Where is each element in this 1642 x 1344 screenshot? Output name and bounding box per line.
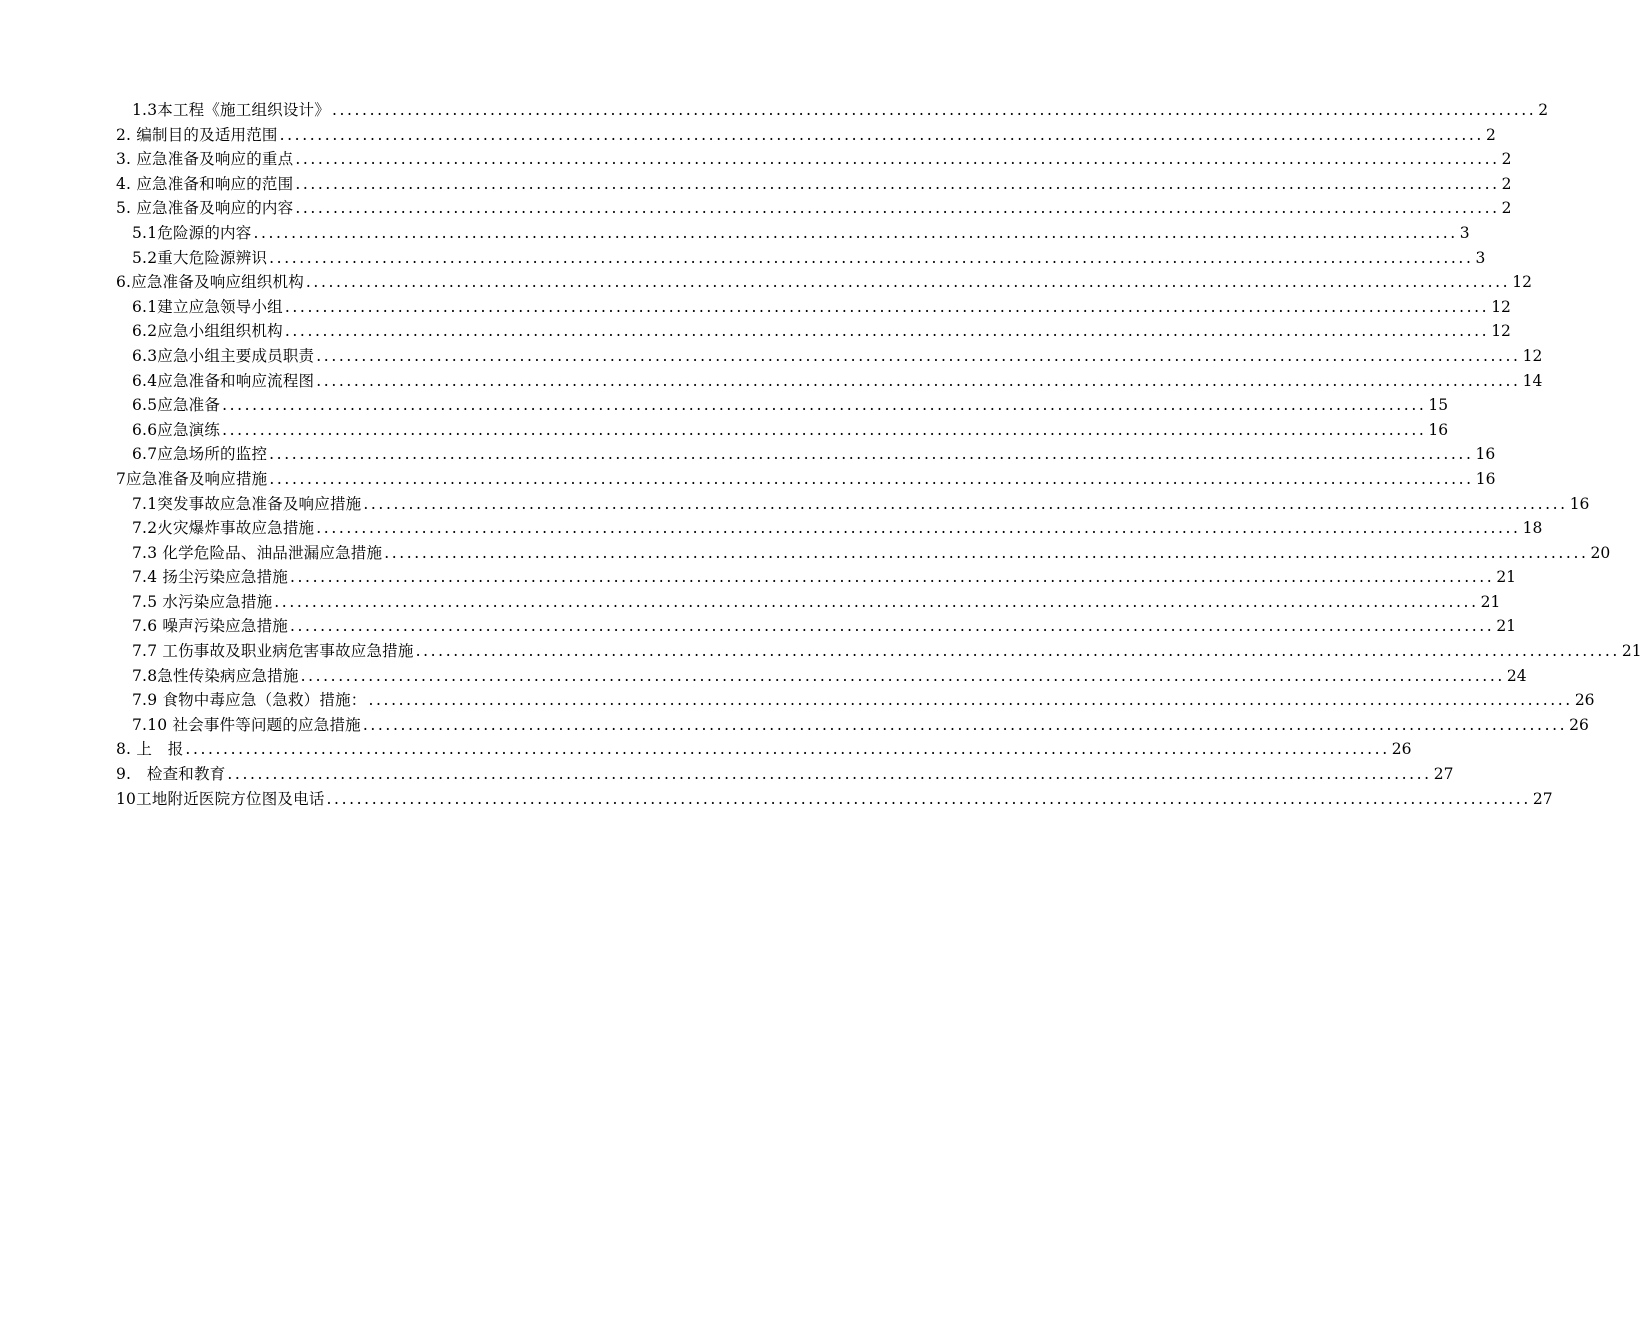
toc-entry[interactable] bbox=[116, 418, 1449, 443]
toc-entry[interactable] bbox=[116, 762, 1454, 787]
toc-entry-page-number: 12 bbox=[1512, 273, 1532, 292]
toc-entry-page-number: 12 bbox=[1491, 297, 1511, 316]
toc-entry[interactable] bbox=[116, 295, 1511, 320]
toc-dot-leader: ................................................................................................................................................................ bbox=[326, 789, 1531, 808]
toc-entry-page-number: 18 bbox=[1522, 519, 1543, 538]
toc-entry-page-number: 21 bbox=[1480, 592, 1501, 611]
toc-dot-leader: ................................................................................................................................................................ bbox=[316, 346, 1521, 365]
toc-dot-leader: ................................................................................................................................................................ bbox=[227, 765, 1432, 784]
toc-entry[interactable] bbox=[116, 344, 1543, 369]
toc-entry-title: 7.6 噪声污染应急措施 bbox=[132, 617, 288, 636]
toc-dot-leader: ................................................................................................................................................................ bbox=[300, 666, 1505, 685]
toc-entry[interactable] bbox=[116, 713, 1589, 738]
toc-entry-title: 6.5应急准备 bbox=[132, 396, 221, 415]
toc-entry[interactable] bbox=[116, 737, 1412, 762]
toc-entry-title: 6.应急准备及响应组织机构 bbox=[116, 273, 304, 292]
toc-dot-leader: ................................................................................................................................................................ bbox=[289, 617, 1495, 636]
toc-entry[interactable] bbox=[116, 369, 1543, 394]
toc-entry-page-number: 2 bbox=[1501, 150, 1512, 169]
toc-entry-title: 6.1建立应急领导小组 bbox=[132, 297, 283, 316]
toc-dot-leader: ................................................................................................................................................................ bbox=[222, 420, 1427, 439]
toc-entry-page-number: 12 bbox=[1522, 346, 1543, 365]
toc-entry-title: 7.2火灾爆炸事故应急措施 bbox=[132, 519, 315, 538]
toc-entry-title: 7.1突发事故应急准备及响应措施 bbox=[132, 494, 362, 513]
toc-entry[interactable] bbox=[116, 688, 1595, 713]
toc-dot-leader: ................................................................................................................................................................ bbox=[274, 592, 1479, 611]
toc-entry[interactable] bbox=[116, 639, 1642, 664]
toc-dot-leader: ................................................................................................................................................................ bbox=[316, 519, 1521, 538]
toc-entry-title: 6.2应急小组组织机构 bbox=[132, 322, 283, 341]
toc-entry-title: 5.2重大危险源辨识 bbox=[132, 248, 268, 267]
toc-entry[interactable] bbox=[116, 221, 1470, 246]
toc-entry-page-number: 16 bbox=[1428, 420, 1449, 439]
toc-entry-title: 6.4应急准备和响应流程图 bbox=[132, 371, 315, 390]
toc-entry-page-number: 27 bbox=[1433, 765, 1454, 784]
toc-dot-leader: ................................................................................................................................................................ bbox=[284, 322, 1490, 341]
toc-dot-leader: ................................................................................................................................................................ bbox=[384, 543, 1589, 562]
toc-entry-page-number: 26 bbox=[1574, 691, 1595, 710]
toc-entry-title: 7应急准备及响应措施 bbox=[116, 469, 268, 488]
toc-entry-title: 10工地附近医院方位图及电话 bbox=[116, 789, 325, 808]
toc-entry-page-number: 16 bbox=[1475, 445, 1496, 464]
toc-entry[interactable] bbox=[116, 246, 1486, 271]
toc-dot-leader: ................................................................................................................................................................ bbox=[269, 248, 1474, 267]
toc-entry-page-number: 21 bbox=[1496, 568, 1517, 587]
toc-dot-leader: ................................................................................................................................................................ bbox=[415, 642, 1620, 661]
toc-dot-leader: ................................................................................................................................................................ bbox=[253, 223, 1458, 242]
toc-entry[interactable] bbox=[116, 196, 1512, 221]
toc-entry-title: 8. 上 报 bbox=[116, 740, 184, 759]
toc-entry-title: 7.3 化学危险品、油品泄漏应急措施 bbox=[132, 543, 383, 562]
toc-entry[interactable] bbox=[116, 98, 1549, 123]
toc-dot-leader: ................................................................................................................................................................ bbox=[295, 174, 1500, 193]
toc-entry[interactable] bbox=[116, 541, 1611, 566]
toc-dot-leader: ................................................................................................................................................................ bbox=[289, 568, 1495, 587]
toc-entry-title: 5.1危险源的内容 bbox=[132, 223, 252, 242]
toc-entry[interactable] bbox=[116, 442, 1496, 467]
toc-entry[interactable] bbox=[116, 614, 1517, 639]
toc-entry-page-number: 2 bbox=[1485, 125, 1496, 144]
toc-entry-page-number: 2 bbox=[1501, 199, 1512, 218]
toc-entry[interactable] bbox=[116, 664, 1527, 689]
toc-entry-page-number: 2 bbox=[1501, 174, 1512, 193]
toc-entry-page-number: 16 bbox=[1569, 494, 1590, 513]
toc-entry-page-number: 16 bbox=[1475, 469, 1496, 488]
toc-entry-title: 7.7 工伤事故及职业病危害事故应急措施 bbox=[132, 642, 414, 661]
toc-dot-leader: ................................................................................................................................................................ bbox=[269, 469, 1474, 488]
table-of-contents bbox=[116, 98, 1642, 811]
toc-entry-page-number: 12 bbox=[1491, 322, 1511, 341]
toc-entry-title: 2. 编制目的及适用范围 bbox=[116, 125, 278, 144]
toc-dot-leader: ................................................................................................................................................................ bbox=[316, 371, 1521, 390]
toc-entry-page-number: 20 bbox=[1590, 543, 1611, 562]
toc-entry-page-number: 21 bbox=[1621, 642, 1642, 661]
toc-entry[interactable] bbox=[116, 516, 1543, 541]
toc-entry-page-number: 14 bbox=[1522, 371, 1543, 390]
toc-entry[interactable] bbox=[116, 270, 1532, 295]
toc-entry-page-number: 24 bbox=[1506, 666, 1527, 685]
toc-dot-leader: ................................................................................................................................................................ bbox=[368, 691, 1573, 710]
toc-entry[interactable] bbox=[116, 172, 1512, 197]
toc-dot-leader: ................................................................................................................................................................ bbox=[279, 125, 1484, 144]
toc-dot-leader: ................................................................................................................................................................ bbox=[269, 445, 1474, 464]
toc-entry-title: 7.4 扬尘污染应急措施 bbox=[132, 568, 288, 587]
toc-entry-title: 4. 应急准备和响应的范围 bbox=[116, 174, 294, 193]
toc-entry-title: 5. 应急准备及响应的内容 bbox=[116, 199, 294, 218]
toc-dot-leader: ................................................................................................................................................................ bbox=[362, 715, 1568, 734]
toc-entry-title: 3. 应急准备及响应的重点 bbox=[116, 150, 294, 169]
toc-dot-leader: ................................................................................................................................................................ bbox=[305, 273, 1511, 292]
toc-entry-page-number: 21 bbox=[1496, 617, 1517, 636]
toc-entry-title: 6.7应急场所的监控 bbox=[132, 445, 268, 464]
toc-entry-page-number: 3 bbox=[1475, 248, 1486, 267]
toc-entry-title: 1.3本工程《施工组织设计》 bbox=[132, 101, 330, 119]
toc-entry-title: 6.6应急演练 bbox=[132, 420, 221, 439]
toc-entry[interactable] bbox=[116, 319, 1511, 344]
toc-entry-page-number: 3 bbox=[1459, 223, 1470, 242]
toc-dot-leader: ................................................................................................................................................................ bbox=[295, 150, 1500, 169]
toc-entry-page-number: 2 bbox=[1538, 101, 1549, 119]
toc-entry-title: 9. 检查和教育 bbox=[116, 765, 226, 784]
toc-entry[interactable] bbox=[116, 492, 1590, 517]
toc-dot-leader: ................................................................................................................................................................ bbox=[295, 199, 1500, 218]
toc-dot-leader: ................................................................................................................................................................ bbox=[363, 494, 1568, 513]
toc-entry[interactable] bbox=[116, 787, 1553, 812]
toc-entry-page-number: 27 bbox=[1532, 789, 1553, 808]
toc-entry-title: 7.5 水污染应急措施 bbox=[132, 592, 273, 611]
toc-entry[interactable] bbox=[116, 565, 1517, 590]
toc-entry-title: 7.8急性传染病应急措施 bbox=[132, 666, 299, 685]
toc-entry-page-number: 15 bbox=[1428, 396, 1449, 415]
toc-dot-leader: ................................................................................................................................................................ bbox=[222, 396, 1427, 415]
toc-entry-title: 7.9 食物中毒应急（急救）措施： bbox=[132, 691, 367, 710]
toc-entry[interactable] bbox=[116, 467, 1496, 492]
toc-entry-page-number: 26 bbox=[1569, 715, 1589, 734]
toc-dot-leader: ................................................................................................................................................................ bbox=[331, 101, 1537, 119]
toc-entry[interactable] bbox=[116, 147, 1512, 172]
toc-entry-title: 7.10 社会事件等问题的应急措施 bbox=[132, 715, 361, 734]
toc-dot-leader: ................................................................................................................................................................ bbox=[185, 740, 1390, 759]
toc-entry-page-number: 26 bbox=[1391, 740, 1412, 759]
toc-entry[interactable] bbox=[116, 123, 1496, 148]
toc-entry[interactable] bbox=[116, 393, 1449, 418]
toc-entry[interactable] bbox=[116, 590, 1501, 615]
toc-entry-title: 6.3应急小组主要成员职责 bbox=[132, 346, 315, 365]
toc-dot-leader: ................................................................................................................................................................ bbox=[284, 297, 1490, 316]
